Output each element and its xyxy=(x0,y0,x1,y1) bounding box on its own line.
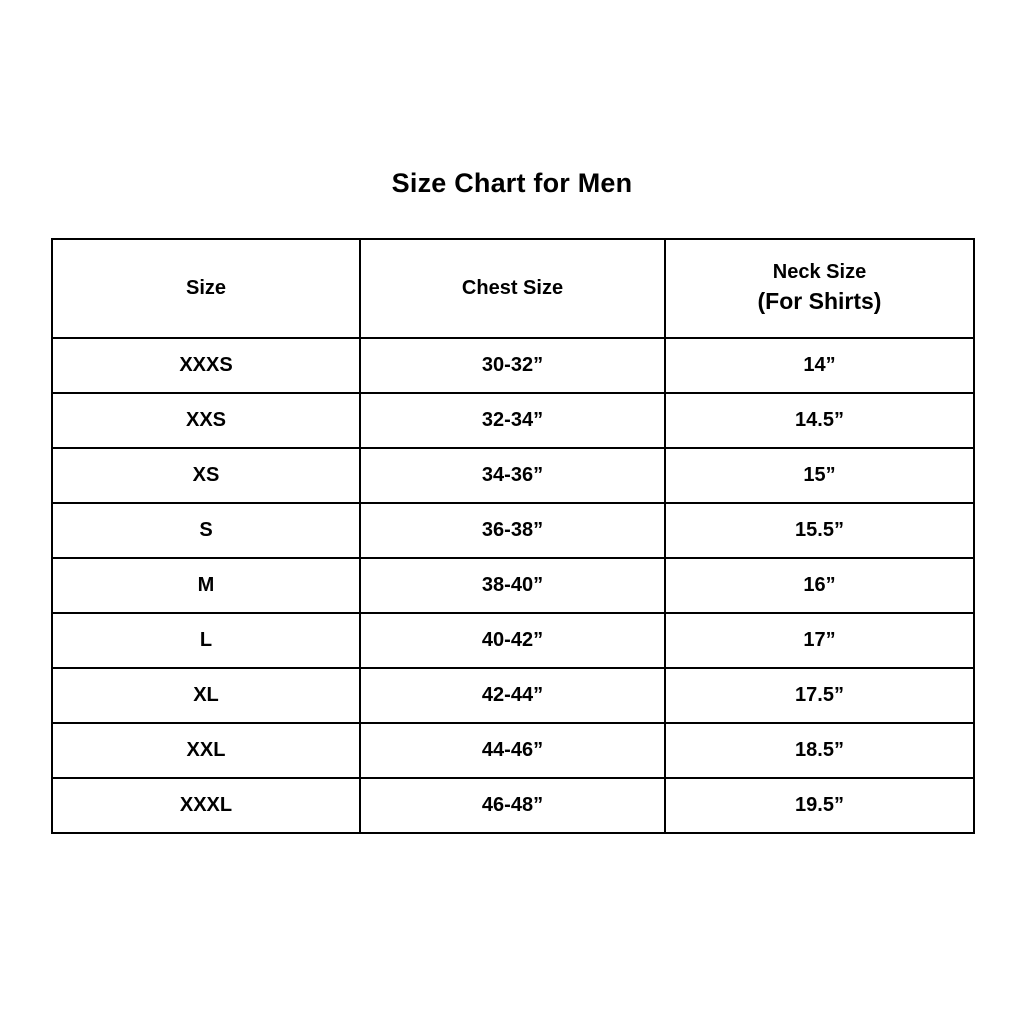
cell-size: S xyxy=(52,503,360,558)
cell-size: L xyxy=(52,613,360,668)
cell-neck: 14” xyxy=(665,338,974,393)
column-header-size-label: Size xyxy=(185,277,227,299)
table-row xyxy=(52,558,974,613)
table-row xyxy=(52,778,974,833)
cell-neck: 16” xyxy=(665,558,974,613)
cell-size: M xyxy=(52,558,360,613)
table-row xyxy=(52,448,974,503)
cell-chest: 40-42” xyxy=(360,613,665,668)
table-row xyxy=(52,393,974,448)
column-header-neck xyxy=(665,239,974,338)
table-row xyxy=(52,338,974,393)
cell-neck: 15.5” xyxy=(665,503,974,558)
size-chart-table xyxy=(51,238,975,834)
cell-chest: 44-46” xyxy=(360,723,665,778)
table-body xyxy=(52,338,974,833)
cell-neck: 17.5” xyxy=(665,668,974,723)
cell-neck: 14.5” xyxy=(665,393,974,448)
column-header-neck-label: Neck Size xyxy=(772,261,867,284)
cell-neck: 15” xyxy=(665,448,974,503)
cell-neck: 19.5” xyxy=(665,778,974,833)
page-title: Size Chart for Men xyxy=(391,168,633,198)
cell-neck: 18.5” xyxy=(665,723,974,778)
cell-chest: 32-34” xyxy=(360,393,665,448)
cell-neck: 17” xyxy=(665,613,974,668)
table-header xyxy=(52,239,974,338)
cell-chest: 38-40” xyxy=(360,558,665,613)
table-row xyxy=(52,668,974,723)
cell-chest: 42-44” xyxy=(360,668,665,723)
cell-chest: 36-38” xyxy=(360,503,665,558)
column-header-neck-sublabel: (For Shirts) xyxy=(757,288,882,315)
column-header-chest-label: Chest Size xyxy=(461,277,564,299)
column-header-chest xyxy=(360,239,665,338)
cell-chest: 30-32” xyxy=(360,338,665,393)
cell-size: XXL xyxy=(52,723,360,778)
column-header-size xyxy=(52,239,360,338)
cell-chest: 34-36” xyxy=(360,448,665,503)
cell-chest: 46-48” xyxy=(360,778,665,833)
cell-size: XXS xyxy=(52,393,360,448)
table-header-row xyxy=(52,239,974,338)
cell-size: XXXL xyxy=(52,778,360,833)
cell-size: XXXS xyxy=(52,338,360,393)
table-row xyxy=(52,723,974,778)
table-row xyxy=(52,503,974,558)
table-row xyxy=(52,613,974,668)
cell-size: XL xyxy=(52,668,360,723)
cell-size: XS xyxy=(52,448,360,503)
